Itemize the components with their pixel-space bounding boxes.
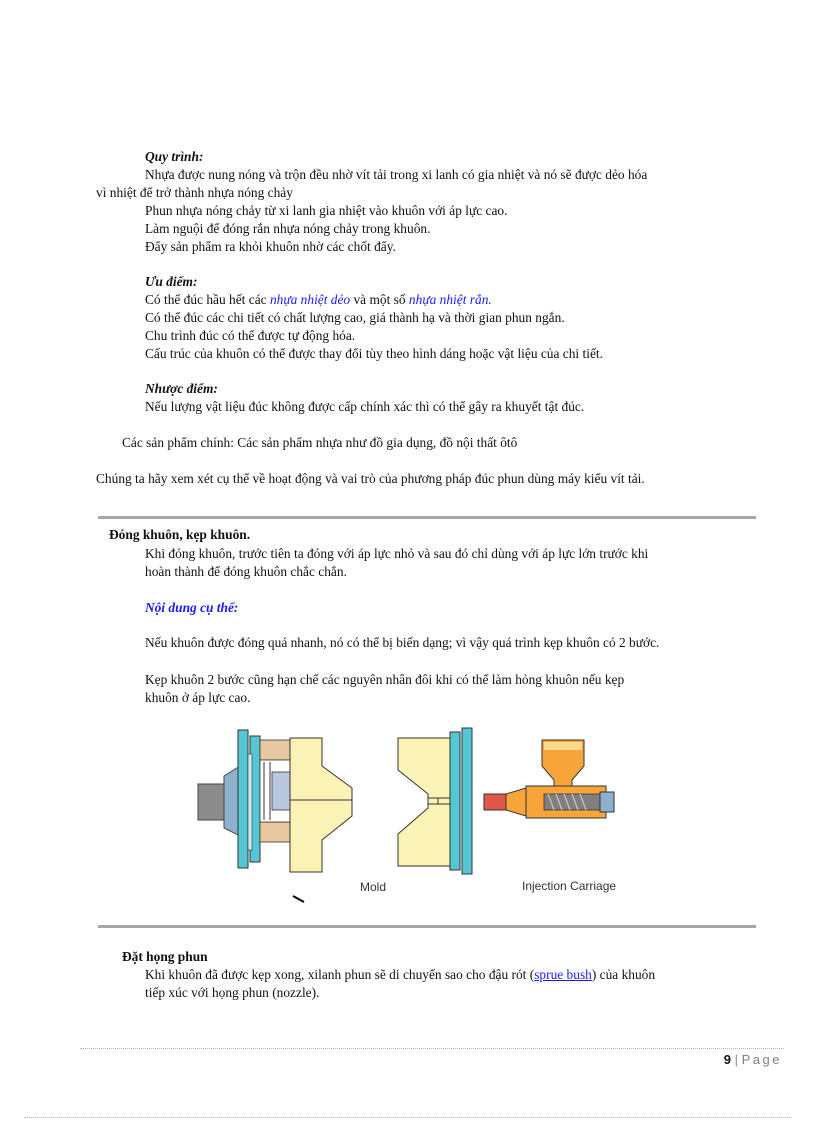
process-line-1b: vì nhiệt để trở thành nhựa nóng chảy — [96, 185, 293, 200]
clamping-para-1: Nếu khuôn được đóng quá nhanh, nó có thể bị biến dạng; vì vậy quá trình kẹp khuôn có 2 bước. — [145, 635, 660, 650]
footer-divider — [80, 1048, 784, 1049]
advantages-line-3: Chu trình đúc có thể được tự động hóa. — [145, 328, 356, 343]
nozzle-line-1-post: ) của khuôn — [591, 967, 656, 982]
advantages-heading: Ưu điểm: — [145, 274, 198, 289]
mold — [398, 728, 472, 874]
clamping-line-1: Khi đóng khuôn, trước tiên ta đóng với áp lực nhỏ và sau đó chỉ dùng với áp lực lớn trước khi — [145, 546, 649, 561]
disadvantages-heading: Nhược điểm: — [145, 381, 218, 396]
products-line: Các sản phẩm chính: Các sản phẩm nhựa như đồ gia dụng, đồ nội thất ôtô — [122, 435, 518, 450]
advantages-line-1-pre: Có thể đúc hầu hết các — [145, 292, 270, 307]
sprue-bush-link[interactable]: sprue bush — [534, 967, 592, 982]
clamping-line-1b: hoàn thành để đóng khuôn chắc chắn. — [145, 564, 347, 579]
advantages-line-1 — [145, 291, 492, 308]
page-footer — [724, 1052, 782, 1067]
section-divider-top — [98, 516, 756, 519]
thermoset-link[interactable]: nhựa nhiệt rắn. — [408, 292, 492, 307]
footer-separator: | — [734, 1052, 738, 1067]
section-divider-bottom — [98, 925, 756, 928]
page-number: 9 — [723, 1052, 731, 1067]
page-word: Page — [741, 1052, 782, 1067]
clamping-para-2b: khuôn ở áp lực cao. — [145, 690, 251, 705]
thermoplastic-link[interactable]: nhựa nhiệt dẻo — [269, 292, 351, 307]
nozzle-line-1 — [145, 966, 655, 983]
clamping-subheading: Nội dung cụ thể: — [145, 600, 239, 615]
injection-molding-figure — [192, 722, 642, 907]
injection-carriage — [484, 740, 614, 818]
mold-label: Mold — [360, 880, 387, 894]
intro-line: Chúng ta hãy xem xét cụ thể về hoạt động và vai trò của phương pháp đúc phun dùng máy kiểu vít tải. — [96, 471, 645, 486]
nozzle-heading: Đặt họng phun — [122, 949, 208, 964]
disadvantages-line-1: Nếu lượng vật liệu đúc không được cấp chính xác thì có thể gây ra khuyết tật đúc. — [145, 399, 585, 414]
process-line-4: Đẩy sản phẩm ra khỏi khuôn nhờ các chốt đẩy. — [145, 239, 396, 254]
nozzle-line-1-pre: Khi khuôn đã được kẹp xong, xilanh phun sẽ di chuyển sao cho đậu rót ( — [145, 967, 535, 982]
process-line-3: Làm nguội để đóng rắn nhựa nóng chảy trong khuôn. — [145, 221, 431, 236]
injection-carriage-label: Injection Carriage — [522, 879, 617, 893]
process-line-1: Nhựa được nung nóng và trộn đều nhờ vít tải trong xi lanh có gia nhiệt và nó sẽ được dẻo hóa — [145, 167, 648, 182]
clamping-heading: Đóng khuôn, kẹp khuôn. — [109, 527, 251, 542]
clamping-unit — [198, 730, 352, 872]
process-heading: Quy trình: — [145, 149, 204, 164]
advantages-line-2: Có thể đúc các chi tiết có chất lượng cao, giá thành hạ và thời gian phun ngắn. — [145, 310, 565, 325]
advantages-line-1-mid: và một số — [350, 292, 409, 307]
page-bottom-divider — [24, 1117, 792, 1118]
advantages-line-4: Cấu trúc của khuôn có thể được thay đổi tùy theo hình dáng hoặc vật liệu của chi tiết. — [145, 346, 603, 361]
clamping-para-2: Kẹp khuôn 2 bước cũng hạn chế các nguyên nhân đôi khi có thể làm hỏng khuôn nếu kẹp — [145, 672, 625, 687]
process-line-2: Phun nhựa nóng chảy từ xi lanh gia nhiệt vào khuôn với áp lực cao. — [145, 203, 508, 218]
figure-mark — [293, 896, 304, 902]
nozzle-line-1b: tiếp xúc với họng phun (nozzle). — [145, 985, 320, 1000]
